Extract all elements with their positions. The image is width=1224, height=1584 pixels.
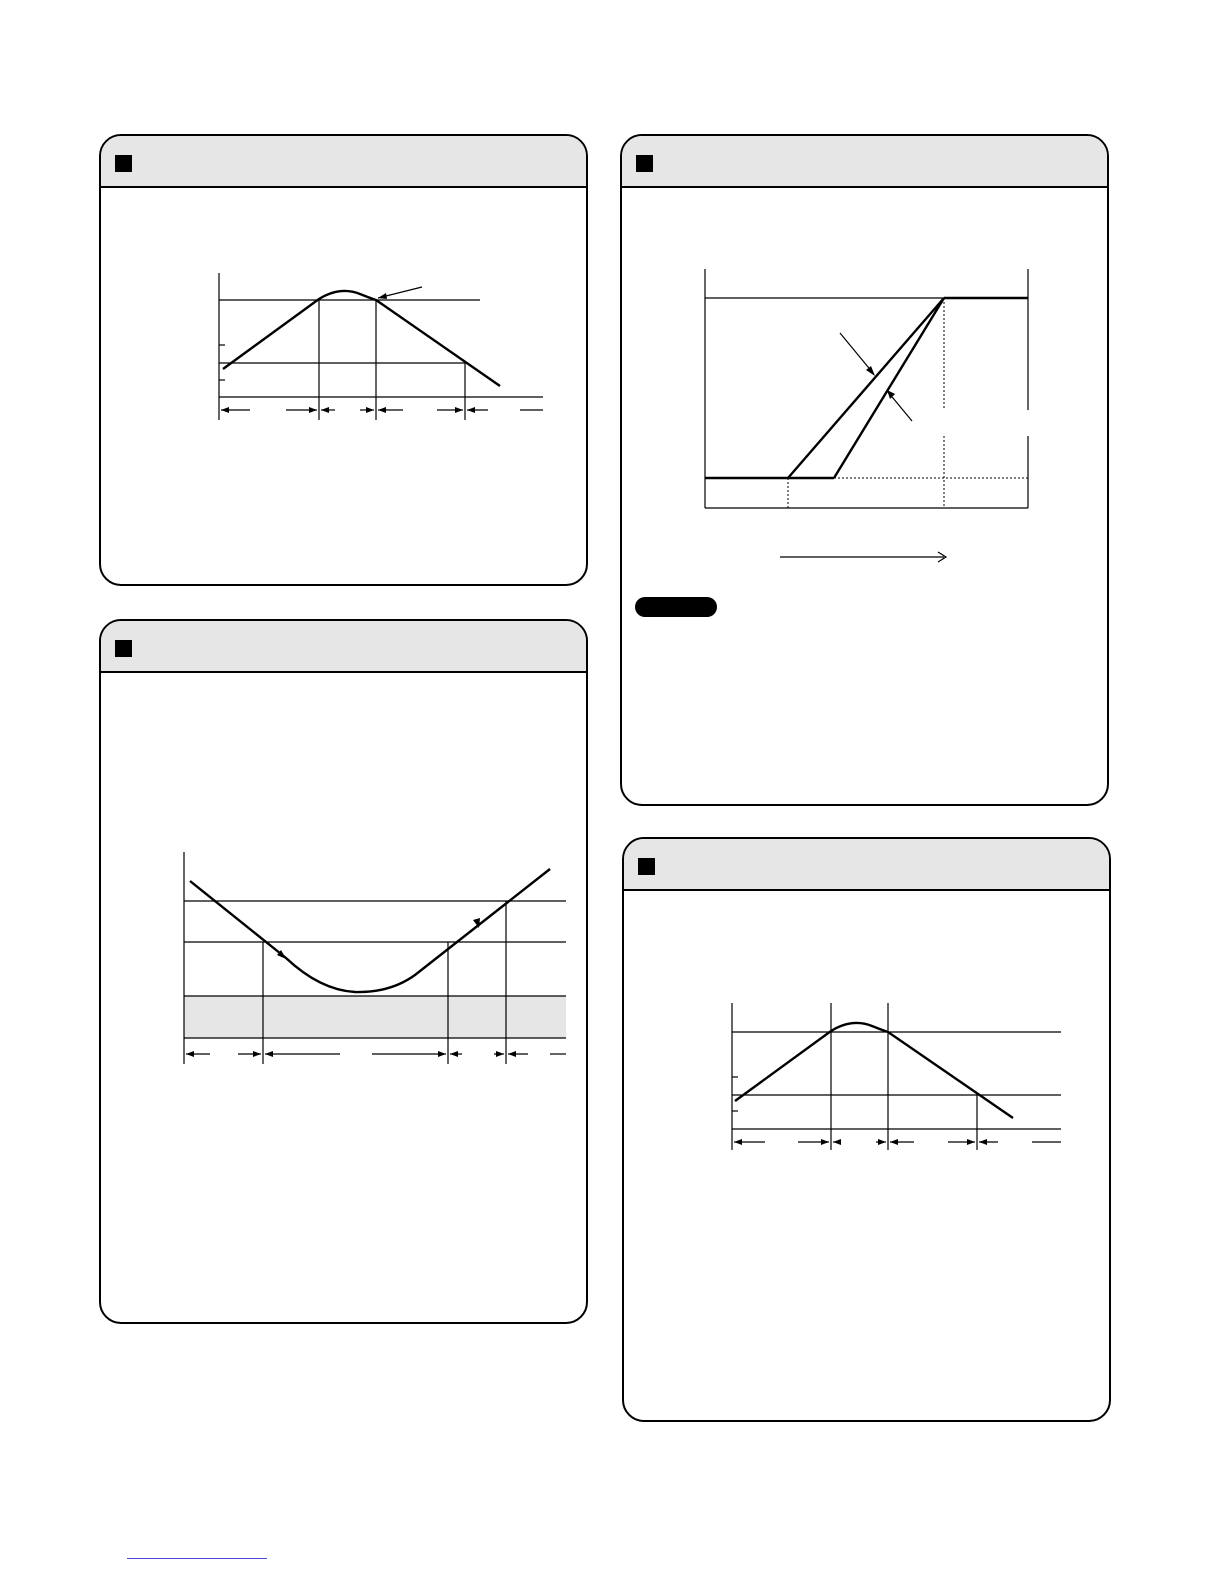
footer-link-underline[interactable]: [127, 1558, 267, 1559]
